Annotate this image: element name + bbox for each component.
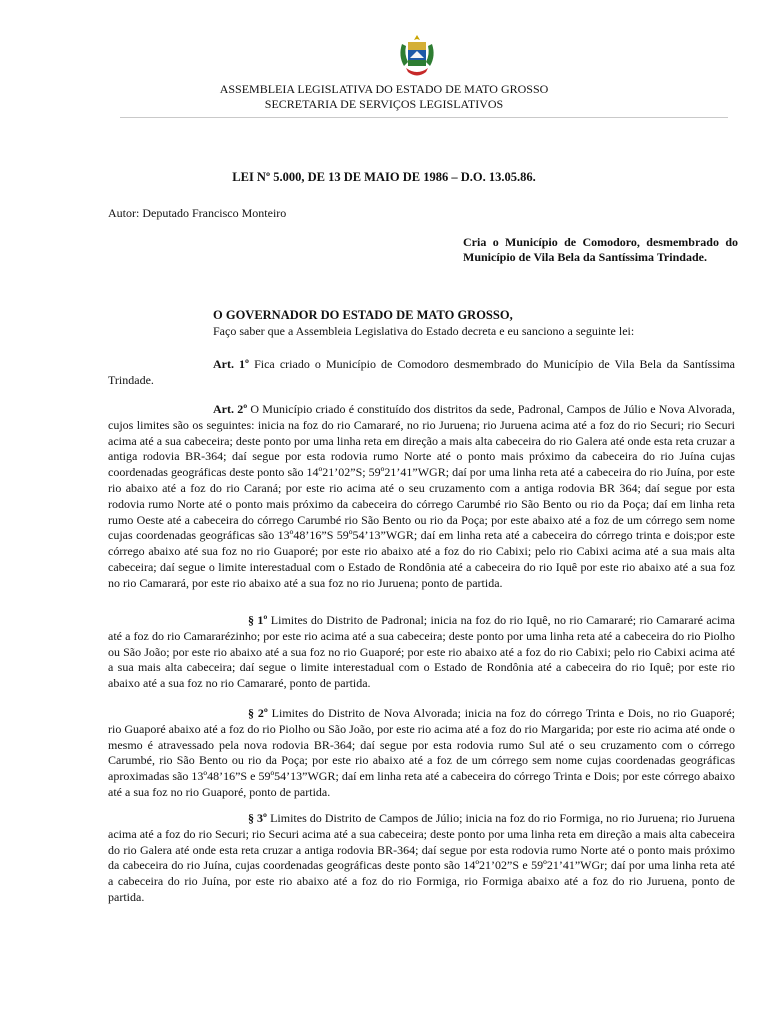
article-1-label: Art. 1º: [213, 357, 250, 371]
enactment-clause: Faço saber que a Assembleia Legislativa do Estado decreta e eu sanciono a seguinte lei:: [213, 324, 635, 338]
paragraph-1: [108, 613, 735, 692]
paragraph-1-text: Limites do Distrito de Padronal; inicia na foz do rio Iquê, no rio Camararé; rio Camararé acima até a foz do rio Camararézinho; por este rio acima até a sua cabeceira; deste ponto por uma linha reta até a cabeceira do rio Piolho ou São João; por este rio abaixo até a sua foz no rio Guaporé; por este rio abaixo até a foz do rio Cabixi; pelo rio Cabixi acima até a sua mais alta cabeceira; daí segue o limite interestadual com o Estado de Rondônia até a cabeceira do rio Iquê; por este rio abaixo até a sua foz no rio Camararé, ponto de partida.: [108, 613, 736, 691]
article-1: [108, 357, 735, 389]
article-1-text: Fica criado o Município de Comodoro desmembrado do Município de Vila Bela da Santíssima Trindade.: [108, 357, 736, 387]
paragraph-3: [108, 811, 735, 906]
article-2-text: O Município criado é constituído dos distritos da sede, Padronal, Campos de Júlio e Nova Alvorada, cujos limites são os seguintes: inicia na foz do rio Camararé, no rio Juruena; rio Juruena acima até a foz do rio Securi; rio Securi acima até a sua cabeceira; deste ponto por uma linha reta em direção a mais alta cabeceira do rio Galera até onde esta reta cruzar a antiga rodovia BR-364; daí segue por esta rodovia rumo Norte até o ponto mais próximo da cabeceira do rio Juína cujas coordenadas geográficas deste ponto são 14º21’02”S; 59º21’41”WGR; daí por uma linha reta até a cabeceira do rio Juína, por este rio abaixo até a foz do rio Caraná; por este rio acima até o seu cruzamento com a antiga rodovia BR 364; daí segue por esta rodovia rumo Norte até o ponto mais próximo da cabeceira do córrego Carumbé rio São Bento ou rio da Poça; daí em linha reta rumo Oeste até a cabeceira do córrego Carumbé rio São Bento ou rio da Poça; por este abaixo até a foz de um córrego sem nome cujas coordenadas geográficas são 13º48’16”S 59º54’13”WGR; daí em linha reta até a cabeceira do córrego trinta e dois;por este córrego abaixo até sua foz no rio Guaporé; por este rio abaixo até a foz do rio Cabixi; pelo rio Cabixi acima até a sua mais alta cabeceira; daí segue o limite interestadual com o Estado de Rondônia até a cabeceira do rio Iquê por este rio abaixo até a sua foz no rio Camarará, por este rio abaixo até a sua foz no rio Juruena; ponto de partida.: [108, 402, 735, 590]
paragraph-2-label: § 2º: [248, 706, 268, 720]
law-author: Autor: Deputado Francisco Monteiro: [108, 206, 287, 220]
law-summary: Cria o Município de Comodoro, desmembrado do Município de Vila Bela da Santíssima Trindade.: [463, 235, 738, 264]
paragraph-1-label: § 1º: [248, 613, 268, 627]
header-divider: [120, 117, 728, 118]
governor-heading: O GOVERNADOR DO ESTADO DE MATO GROSSO,: [213, 308, 513, 322]
paragraph-2-text: Limites do Distrito de Nova Alvorada; inicia na foz do córrego Trinta e Dois, no rio Guaporé; rio Guaporé abaixo até a foz do rio Piolho ou São João, por este rio acima até a foz do rio Margarida; por este rio acima até onde o mesmo é atravessado pela nova rodovia BR-364; daí segue por esta rodovia rumo Sul até o seu cruzamento com o córrego Carumbé, rio São Bento ou rio da Poça; por este rio abaixo até a foz de um córrego sem nome cujas coordenadas geográficas aproximadas são 13º48’16”S e 59º54’13”WGR; daí em linha reta até a cabeceira do córrego Trinta e Dois; por este córrego abaixo até a sua foz no rio Guaporé, ponto de partida.: [108, 706, 735, 799]
paragraph-3-label: § 3º: [248, 811, 268, 825]
paragraph-3-text: Limites do Distrito de Campos de Júlio; inicia na foz do rio Formiga, no rio Juruena; rio Juruena acima até a foz do rio Securi; rio Securi acima até a sua cabeceira; deste ponto por uma linha reta em direção a mais alta cabeceira do rio Galera até onde esta reta cruzar a antiga rodovia BR-364; daí segue por esta rodovia rumo Norte até o ponto mais próximo da cabeceira do rio Juína, cujas coordenadas geográficas deste ponto são 14º21’02”S e 59º21’41”WGr; daí por uma linha reta até a cabeceira do rio Juína, por este rio abaixo até a foz do rio Formiga, rio Formiga abaixo até a foz do rio Juruena, ponto de partida.: [108, 811, 735, 904]
article-2: [108, 402, 735, 592]
state-coat-of-arms-icon: [396, 34, 438, 80]
header-assembly-name: ASSEMBLEIA LEGISLATIVA DO ESTADO DE MATO GROSSO: [219, 82, 549, 96]
article-2-label: Art. 2º: [213, 402, 248, 416]
law-title: LEI Nº 5.000, DE 13 DE MAIO DE 1986 – D.O. 13.05.86.: [232, 170, 536, 184]
paragraph-2: [108, 706, 735, 801]
header-secretariat-name: SECRETARIA DE SERVIÇOS LEGISLATIVOS: [264, 97, 504, 111]
